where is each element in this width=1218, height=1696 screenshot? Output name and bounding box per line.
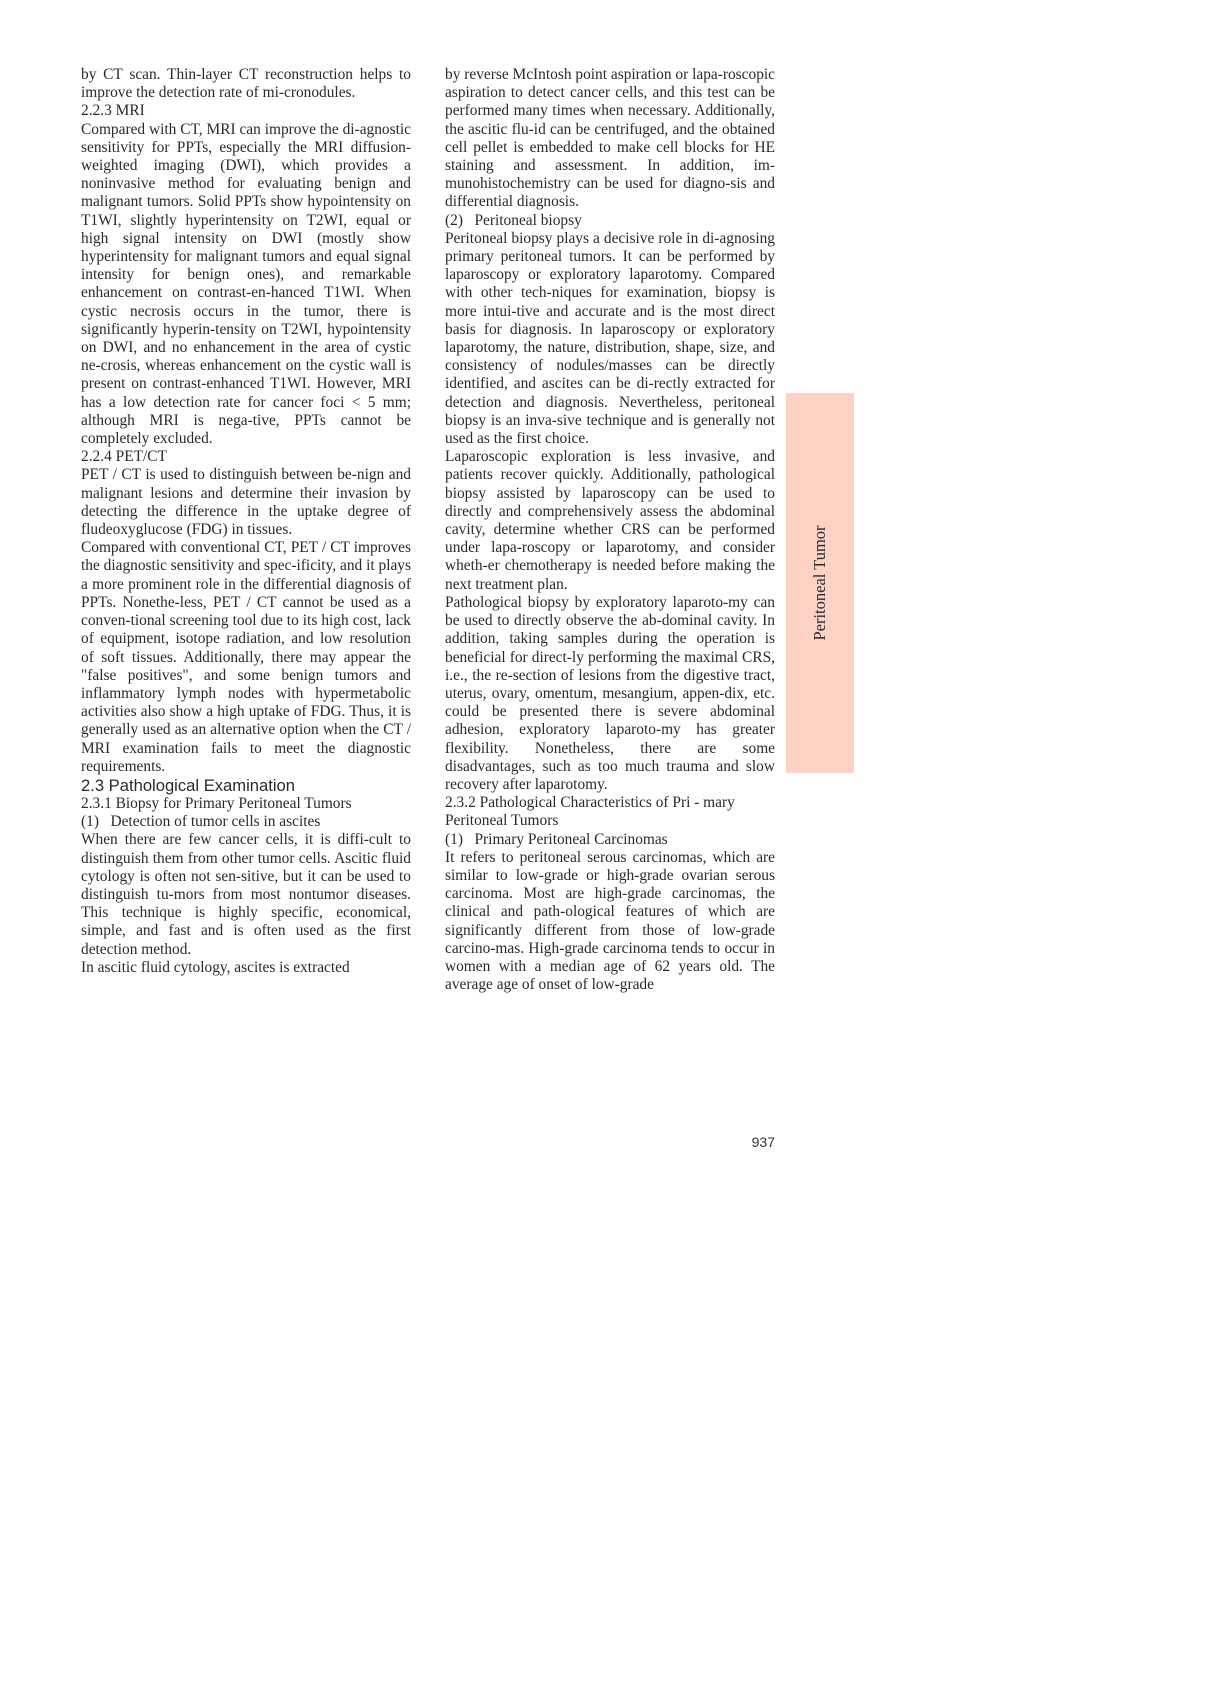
right-column: [445, 66, 775, 994]
item-heading: (2) Peritoneal biopsy: [445, 211, 582, 229]
paragraph: In ascitic fluid cytology, ascites is extracted: [81, 958, 350, 976]
paragraph: When there are few cancer cells, it is diffi-cult to distinguish them from other tumor cells. Ascitic fluid cytology is often not sen-sitive, but it can be used to distinguish tu-mors from most nontumor diseases. This technique is highly specific, economical, simple, and fast and is often used as the first detection method.: [81, 831, 411, 958]
paragraph: It refers to peritoneal serous carcinomas, which are similar to low-grade or high-grade ovarian serous carcinoma. Most are high-grade carcinomas, the clinical and path-ological features of which are significantly different from those of low-grade carcino-mas. High-grade carcinoma tends to occur in women with a median age of 62 years old. The average age of onset of low-grade: [445, 848, 775, 994]
paragraph: Peritoneal biopsy plays a decisive role in di-agnosing primary peritoneal tumors. It can be performed by laparoscopy or exploratory laparotomy. Compared with other tech-niques for examination, biopsy is more intui-tive and accurate and is the most direct basis for diagnosis. In laparoscopy or exploratory laparotomy, the nature, distribution, shape, size, and consistency of nodules/masses can be directly identified, and ascites can be di-rectly extracted for detection and diagnosis. Nevertheless, peritoneal biopsy is an inva-sive technique and is generally not used as the first choice.: [445, 229, 775, 448]
paragraph: Compared with CT, MRI can improve the di-agnostic sensitivity for PPTs, especially the MRI diffusion-weighted imaging (DWI), which provides a noninvasive method for evaluating benign and malignant tumors. Solid PPTs show hypointensity on T1WI, slightly hyperintensity on T2WI, equal or high signal intensity on DWI (mostly show hyperintensity for malignant tumors and equal signal intensity for benign ones), and remarkable enhancement on contrast-en-hanced T1WI. When cystic necrosis occurs in the tumor, there is significantly hyperin-tensity on T2WI, hypointensity on DWI, and no enhancement in the area of cystic ne-crosis, whereas enhancement on the cystic wall is present on contrast-enhanced T1WI. However, MRI has a low detection rate for cancer foci < 5 mm; although MRI is nega-tive, PPTs cannot be completely excluded.: [81, 120, 411, 448]
section-heading: 2.3 Pathological Examination: [81, 775, 296, 795]
subsection-heading: 2.3.1 Biopsy for Primary Peritoneal Tumors: [81, 794, 352, 812]
chapter-sidebar-tab: [786, 393, 854, 773]
paragraph: Laparoscopic exploration is less invasive, and patients recover quickly. Additionally, pathological biopsy assisted by laparoscopy can be used to directly and comprehensively assess the abdominal cavity, determine whether CRS can be performed under lapa-roscopy or laparotomy, and consider wheth-er chemotherapy is needed before making the next treatment plan.: [445, 448, 775, 593]
subsection-heading: 2.2.3 MRI: [81, 102, 145, 120]
paragraph: by CT scan. Thin-layer CT reconstruction helps to improve the detection rate of mi-cronodules.: [81, 66, 411, 102]
item-heading: (1) Primary Peritoneal Carcinomas: [445, 830, 668, 848]
sidebar-label: Peritoneal Tumor: [810, 525, 829, 641]
paragraph: Compared with conventional CT, PET / CT improves the diagnostic sensitivity and spec-ificity, and it plays a more prominent role in the differential diagnosis of PPTs. Nonethe-less, PET / CT cannot be used as a conven-tional screening tool due to its high cost, lack of equipment, isotope radiation, and low resolution of soft tissues. Additionally, there may appear the "false positives", and some benign tumors and inflammatory lymph nodes with hypermetabolic activities also show a high uptake of FDG. Thus, it is generally used as an alternative option when the CT / MRI examination fails to meet the diagnostic requirements.: [81, 539, 411, 775]
paragraph: Pathological biopsy by exploratory laparoto-my can be used to directly observe the ab-dominal cavity. In addition, taking samples during the operation is beneficial for direct-ly performing the maximal CRS, i.e., the re-section of lesions from the digestive tract, uterus, ovary, omentum, mesangium, appen-dix, etc. could be presented there is severe abdominal adhesion, exploratory laparoto-my has greater flexibility. Nonetheless, there are some disadvantages, such as too much trauma and slow recovery after laparotomy.: [445, 593, 775, 793]
page-number: 937: [751, 1134, 775, 1150]
subsection-heading: 2.3.2 Pathological Characteristics of Pri - mary Peritoneal Tumors: [445, 794, 735, 830]
left-column: [81, 66, 411, 977]
subsection-heading: 2.2.4 PET/CT: [81, 448, 167, 466]
item-heading: (1) Detection of tumor cells in ascites: [81, 813, 321, 831]
paragraph: PET / CT is used to distinguish between be-nign and malignant lesions and determine their invasion by detecting the difference in the uptake degree of fludeoxyglucose (FDG) in tissues.: [81, 466, 411, 539]
paragraph: by reverse McIntosh point aspiration or lapa-roscopic aspiration to detect cancer cells, and this test can be performed many times when necessary. Additionally, the ascitic flu-id can be centrifuged, and the obtained cell pellet is embedded to make cell blocks for HE staining and assessment. In addition, im-munohistochemistry can be used for diagno-sis and differential diagnosis.: [445, 66, 775, 211]
